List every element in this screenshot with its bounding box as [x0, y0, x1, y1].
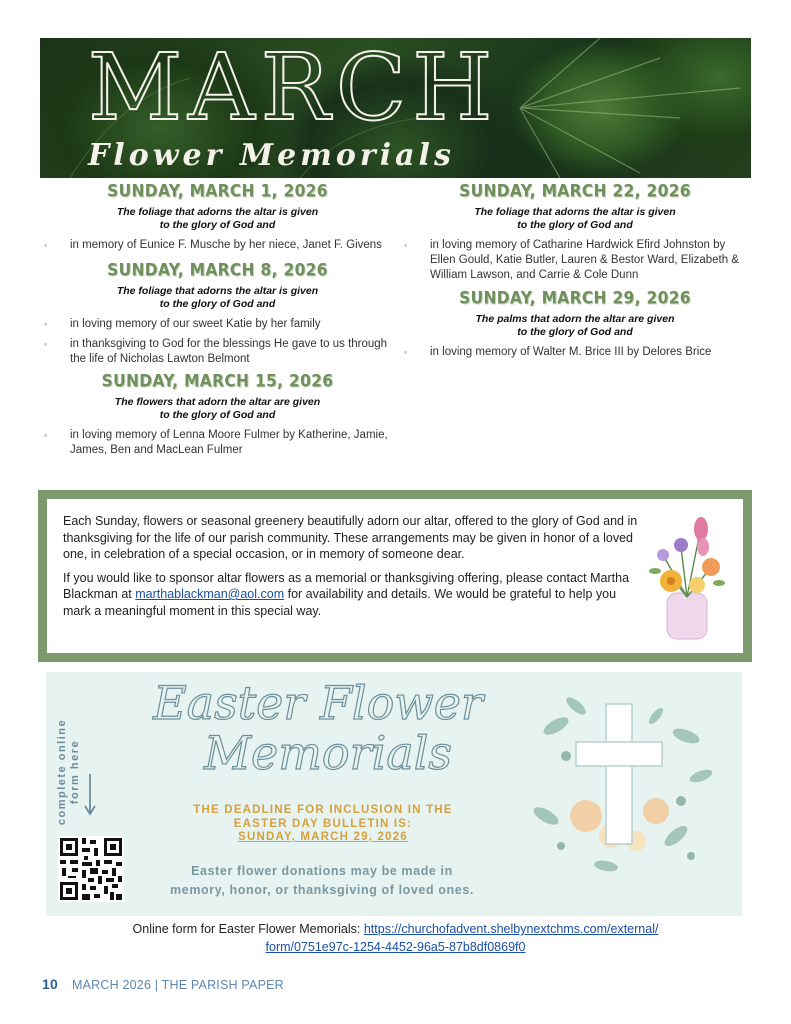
page-footer: [42, 976, 284, 992]
given-line: The foliage that adorns the altar is given: [116, 206, 319, 218]
info-text-part: If you would like to sponsor altar flowers as a memorial or thanksgiving offering, please contact Martha Blackman at: [63, 570, 630, 601]
online-form-link[interactable]: https://churchofadvent.shelbynextchms.com/external/: [363, 922, 659, 936]
vertical-caption-text: [56, 712, 82, 832]
section-date: SUNDAY, MARCH 15, 2026: [101, 371, 334, 391]
bullet-icon: ◦: [404, 347, 408, 357]
list-item: [40, 238, 395, 253]
memorial-section: [40, 372, 395, 458]
title-line: Easter Flower: [153, 676, 483, 730]
list-item: [40, 337, 395, 367]
entry-text: in thanksgiving to God for the blessings He gave to us through the life of Nicholas Lawton Belmont: [70, 338, 388, 365]
donations-note: [142, 862, 502, 900]
footer-text: MARCH 2026 | THE PARISH PAPER: [71, 978, 284, 992]
bullet-icon: ◦: [44, 430, 48, 440]
section-date: SUNDAY, MARCH 29, 2026: [459, 288, 691, 308]
bullet-icon: ◦: [44, 240, 48, 250]
given-line: The foliage that adorns the altar is given: [474, 206, 676, 218]
bullet-icon: ◦: [44, 319, 48, 329]
given-line: The palms that adorn the altar are given: [475, 313, 675, 325]
memorial-section: [400, 289, 750, 360]
given-line: to the glory of God and: [159, 409, 276, 421]
donations-line: memory, honor, or thanksgiving of loved ones.: [170, 883, 474, 897]
entry-text: in memory of Eunice F. Musche by her niece, Janet F. Givens: [70, 239, 382, 251]
entry-text: in loving memory of Lenna Moore Fulmer by Katherine, Jamie, James, Ben and MacLean Fulmer: [70, 429, 388, 456]
online-form-line1: [60, 920, 731, 938]
given-line: to the glory of God and: [159, 298, 276, 310]
title-line: Memorials: [203, 726, 453, 780]
page-number: 10: [42, 976, 58, 992]
memorial-section: [40, 182, 395, 253]
info-paragraph: Each Sunday, flowers or seasonal greenery beautifully adorn our altar, offered to the glory of God and in thanksgiving for the life of our parish community. These arrangements may be given in honor of a loved one, in celebration of a special occasion, or in memory of someone dear.: [63, 514, 638, 561]
given-statement: [40, 396, 395, 422]
memorial-section: [40, 261, 395, 367]
given-line: The foliage that adorns the altar is given: [116, 285, 319, 297]
flower-bouquet-illustration: [641, 507, 733, 647]
bullet-icon: ◦: [404, 240, 408, 250]
deadline-line: EASTER DAY BULLETIN IS:: [233, 817, 413, 830]
given-line: to the glory of God and: [517, 326, 633, 338]
memorial-section: [400, 182, 750, 283]
qr-code[interactable]: [58, 836, 124, 902]
deadline-date: SUNDAY, MARCH 29, 2026: [238, 831, 408, 843]
given-line: to the glory of God and: [517, 219, 633, 231]
arrow-down-icon: [84, 772, 96, 818]
given-statement: [40, 285, 395, 311]
list-item: [40, 317, 395, 332]
bullet-icon: ◦: [44, 339, 48, 349]
entry-text: in loving memory of Walter M. Brice III by Delores Brice: [430, 346, 712, 358]
given-statement: [400, 313, 750, 339]
section-date: SUNDAY, MARCH 1, 2026: [107, 181, 328, 201]
online-form-line: [60, 920, 731, 956]
info-text-part: for availability and details. We would be grateful to help you mark a meaningful moment in this special way.: [63, 587, 617, 618]
easter-flower-memorials-panel: [46, 672, 742, 916]
email-link[interactable]: marthablackman@aol.com: [135, 587, 285, 601]
donations-line: Easter flower donations may be made in: [191, 864, 453, 878]
section-date: SUNDAY, MARCH 8, 2026: [107, 260, 328, 280]
header-banner: [40, 38, 751, 178]
section-date: SUNDAY, MARCH 22, 2026: [459, 181, 691, 201]
deadline-notice: [158, 804, 488, 845]
online-form-line2: [60, 938, 731, 956]
entry-text: in loving memory of Catharine Hardwick Efird Johnston by Ellen Gould, Katie Butler, Lauren & Bestor Ward, Elizabeth & William Lawson, and Carrie & Cole Dunn: [430, 239, 739, 281]
online-form-label: Online form for Easter Flower Memorials:: [132, 922, 364, 936]
left-column: [40, 182, 395, 463]
deadline-line: THE DEADLINE FOR INCLUSION IN THE: [193, 804, 453, 816]
easter-title: [148, 678, 488, 778]
online-form-link[interactable]: form/0751e97c-1254-4452-96a5-87b8df0869f0: [265, 940, 526, 954]
given-line: The flowers that adorn the altar are given: [114, 396, 321, 408]
cross-floral-illustration: [516, 686, 726, 886]
info-paragraph: [63, 570, 643, 620]
right-column: [400, 182, 750, 365]
given-statement: [400, 206, 750, 232]
list-item: [400, 345, 750, 360]
entry-text: in loving memory of our sweet Katie by her family: [70, 318, 321, 330]
banner-title: MARCH: [88, 38, 499, 141]
banner-subtitle: Flower Memorials: [88, 138, 455, 173]
given-line: to the glory of God and: [159, 219, 276, 231]
info-text: [63, 513, 643, 626]
given-statement: [40, 206, 395, 232]
caption-line: complete online: [56, 718, 68, 826]
list-item: [40, 428, 395, 458]
list-item: [400, 238, 750, 283]
altar-flowers-info-box: [38, 490, 752, 662]
caption-line: form here: [69, 739, 81, 805]
